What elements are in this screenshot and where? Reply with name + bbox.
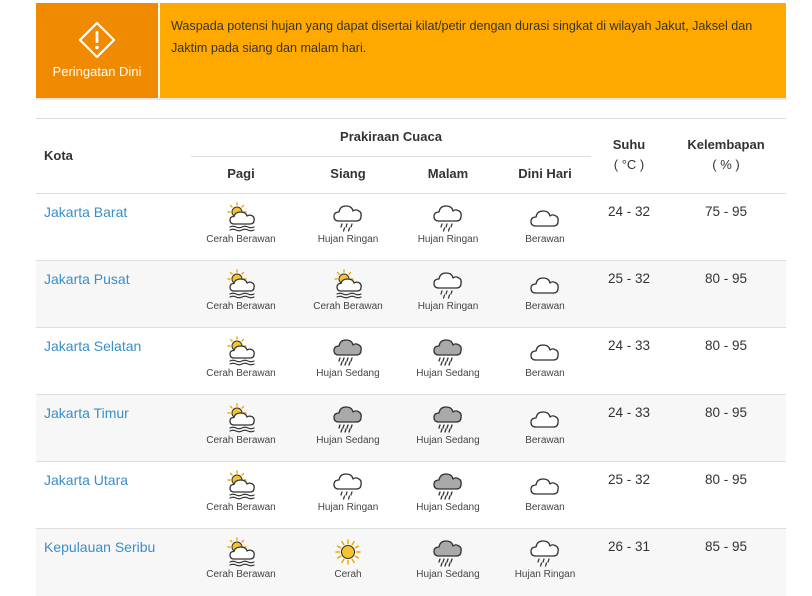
forecast-cell <box>398 537 498 593</box>
forecast-cell <box>298 202 398 258</box>
forecast-cell <box>298 470 398 526</box>
sun-cloud-haze-icon <box>223 202 259 232</box>
sun-cloud-haze-icon <box>223 470 259 500</box>
weather-label: Cerah Berawan <box>206 569 276 580</box>
header-temp: Suhu <box>612 137 646 152</box>
cloud-icon <box>527 403 563 433</box>
weather-label: Hujan Ringan <box>317 234 379 245</box>
forecast-table <box>36 118 786 594</box>
weather-label: Hujan Ringan <box>317 502 379 513</box>
temperature-value: 24 - 33 <box>607 338 651 353</box>
header-divider <box>191 156 591 157</box>
forecast-cell <box>398 403 498 459</box>
light-rain-icon <box>330 202 366 232</box>
moderate-rain-icon <box>330 403 366 433</box>
temperature-value: 25 - 32 <box>607 271 651 286</box>
city-link[interactable]: Jakarta Barat <box>44 204 128 220</box>
city-link[interactable]: Jakarta Pusat <box>44 271 130 287</box>
cloud-icon <box>527 470 563 500</box>
moderate-rain-icon <box>330 336 366 366</box>
humidity-value: 80 - 95 <box>704 271 748 286</box>
city-link[interactable]: Jakarta Timur <box>44 405 129 421</box>
weather-label: Cerah <box>334 569 362 580</box>
warning-diamond-icon <box>78 21 116 59</box>
weather-label: Cerah Berawan <box>206 301 276 312</box>
city-link[interactable]: Kepulauan Seribu <box>44 539 156 555</box>
forecast-cell <box>191 537 291 593</box>
weather-label: Cerah Berawan <box>206 502 276 513</box>
forecast-cell <box>191 403 291 459</box>
moderate-rain-icon <box>430 537 466 567</box>
city-link[interactable]: Jakarta Utara <box>44 472 129 488</box>
weather-label: Cerah Berawan <box>206 368 276 379</box>
weather-label: Hujan Ringan <box>514 569 576 580</box>
weather-label: Hujan Sedang <box>416 502 480 513</box>
forecast-cell <box>298 537 398 593</box>
forecast-cell <box>398 269 498 325</box>
forecast-cell <box>191 202 291 258</box>
header-humidity: Kelembapan <box>687 137 765 152</box>
temperature-value: 24 - 33 <box>607 405 651 420</box>
sun-cloud-haze-icon <box>330 269 366 299</box>
early-warning-banner <box>36 3 786 100</box>
weather-label: Hujan Sedang <box>416 368 480 379</box>
forecast-cell <box>398 202 498 258</box>
forecast-cell <box>398 336 498 392</box>
early-warning-label-box <box>36 3 160 98</box>
header-temp-unit: ( °C ) <box>613 157 645 172</box>
weather-label: Hujan Sedang <box>316 435 380 446</box>
forecast-cell <box>298 269 398 325</box>
weather-label: Hujan Ringan <box>417 301 479 312</box>
city-link[interactable]: Jakarta Selatan <box>44 338 142 354</box>
weather-label: Hujan Ringan <box>417 234 479 245</box>
table-row <box>36 528 786 596</box>
weather-label: Cerah Berawan <box>313 301 383 312</box>
moderate-rain-icon <box>430 470 466 500</box>
cloud-icon <box>527 269 563 299</box>
forecast-cell <box>191 336 291 392</box>
forecast-cell <box>191 269 291 325</box>
early-warning-message: Waspada potensi hujan yang dapat disertai kilat/petir dengan durasi singkat di wilayah Jakut, Jaksel dan Jaktim pada siang dan malam hari. <box>171 19 753 55</box>
header-city: Kota <box>44 148 73 163</box>
table-row <box>36 461 786 529</box>
sun-cloud-haze-icon <box>223 269 259 299</box>
weather-label: Berawan <box>525 234 565 245</box>
weather-label: Berawan <box>525 301 565 312</box>
light-rain-icon <box>330 470 366 500</box>
sun-cloud-haze-icon <box>223 403 259 433</box>
table-row <box>36 327 786 395</box>
header-forecast-group: Prakiraan Cuaca <box>340 129 442 144</box>
forecast-cell <box>298 336 398 392</box>
header-humidity-unit: ( % ) <box>712 157 740 172</box>
forecast-cell <box>398 470 498 526</box>
weather-label: Hujan Sedang <box>416 435 480 446</box>
moderate-rain-icon <box>430 336 466 366</box>
humidity-value: 80 - 95 <box>704 338 748 353</box>
temperature-value: 26 - 31 <box>607 539 651 554</box>
early-warning-label: Peringatan Dini <box>52 64 142 79</box>
table-row <box>36 394 786 462</box>
header-period-pagi: Pagi <box>227 166 255 181</box>
temperature-value: 24 - 32 <box>607 204 651 219</box>
sun-cloud-haze-icon <box>223 537 259 567</box>
humidity-value: 85 - 95 <box>704 539 748 554</box>
sun-icon <box>330 537 366 567</box>
header-period-dini-hari: Dini Hari <box>518 166 572 181</box>
sun-cloud-haze-icon <box>223 336 259 366</box>
light-rain-icon <box>430 269 466 299</box>
weather-label: Hujan Sedang <box>416 569 480 580</box>
weather-label: Cerah Berawan <box>206 234 276 245</box>
weather-label: Berawan <box>525 435 565 446</box>
light-rain-icon <box>430 202 466 232</box>
weather-label: Cerah Berawan <box>206 435 276 446</box>
header-period-siang: Siang <box>330 166 366 181</box>
header-period-malam: Malam <box>427 166 469 181</box>
weather-label: Hujan Sedang <box>316 368 380 379</box>
weather-label: Berawan <box>525 502 565 513</box>
cloud-icon <box>527 202 563 232</box>
weather-label: Berawan <box>525 368 565 379</box>
humidity-value: 75 - 95 <box>704 204 748 219</box>
temperature-value: 25 - 32 <box>607 472 651 487</box>
humidity-value: 80 - 95 <box>704 472 748 487</box>
moderate-rain-icon <box>430 403 466 433</box>
table-row <box>36 193 786 261</box>
cloud-icon <box>527 336 563 366</box>
humidity-value: 80 - 95 <box>704 405 748 420</box>
table-row <box>36 260 786 328</box>
light-rain-icon <box>527 537 563 567</box>
forecast-cell <box>191 470 291 526</box>
forecast-cell <box>298 403 398 459</box>
